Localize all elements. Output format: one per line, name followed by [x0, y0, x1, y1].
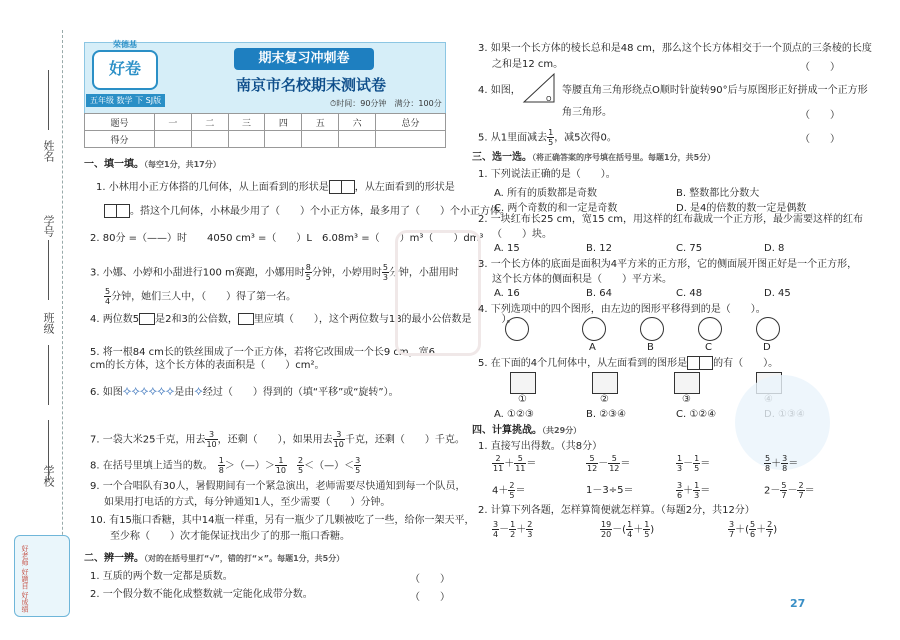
calc-3: $\frac{1}{3}$ － $\frac{1}{5}$ ＝: [677, 454, 711, 473]
binding-strip: [0, 0, 78, 640]
class-write-line[interactable]: [48, 345, 49, 405]
mascot-caption: 好老师 好题目 好成绩: [21, 545, 29, 613]
calc-1: $\frac{2}{11}$ ＋ $\frac{5}{11}$ ＝: [493, 454, 537, 473]
s3-q2-opt-b[interactable]: B. 12: [586, 243, 612, 254]
butterfly-row-icon: ⟡⟡⟡⟡⟡⟡: [122, 384, 175, 399]
s2-q4-line2: 角三角形。: [562, 107, 612, 118]
s2-q2-answer[interactable]: （ ）: [410, 592, 450, 603]
s2-q1-answer[interactable]: （ ）: [410, 574, 450, 585]
s3-q2-line1: 2. 一块红布长25 cm，宽15 cm，用这样的红布裁成一个正方形，最少需要这样的红布: [478, 214, 864, 225]
time-info: ⏱时间：90分钟 满分：100分: [330, 99, 442, 108]
brand-logo-text: 好卷: [108, 59, 141, 78]
section-3-title: 三、选一选。（将正确答案的序号填在括号里。每题1分，共5分）: [472, 152, 716, 163]
s3-q4-opt-b: B: [647, 342, 654, 353]
score-table: [84, 113, 446, 148]
s3-q3-line1: 3. 一个长方体的底面是面积为4平方米的正方形，它的侧面展开图正好是一个正方形，: [478, 259, 858, 270]
s3-q3-opt-c[interactable]: C. 48: [676, 288, 703, 299]
brand-small: 荣德基: [113, 40, 137, 49]
score-cell-4: 四: [265, 114, 302, 131]
s3-q5-opt-c[interactable]: C. ①②④: [676, 409, 717, 420]
s2-q3-line1: 3. 如果一个长方体的棱长总和是48 cm，那么这个长方体相交于一个顶点的三条棱的长度: [478, 43, 872, 54]
q3-line1: 3. 小娜、小婷和小甜进行100 m赛跑，小娜用时 $\frac{8}{5}$ 分钟，小婷用时 $\frac{5}{3}$ 分钟，小甜用时: [90, 263, 459, 282]
s4-q1: 1. 直接写出得数。（共8分）: [478, 441, 603, 452]
q8: 8. 在括号里填上适当的数。 $\frac{1}{8}$ ＞（—）＞ $\frac{1}{10}$ $\frac{2}{5}$ ＜（—）＜ $\frac{3}{5}$: [90, 456, 361, 475]
s3-q3-line2: 这个长方体的侧面积是（ ）平方米。: [492, 274, 672, 285]
score-input-1[interactable]: [154, 131, 191, 148]
s3-q1-opt-b[interactable]: B. 整数都比分数大: [676, 188, 760, 199]
s3-q5: 5. 在下面的4个几何体中，从左面看到的图形是 的有（ ）。: [478, 358, 779, 369]
s4-q2: 2. 计算下列各题，怎样算简便就怎样算。（每题2分，共12分）: [478, 505, 755, 516]
s3-q2-opt-d[interactable]: D. 8: [764, 243, 785, 254]
section-2-title: 二、辨一辨。（对的在括号里打“√”，错的打“×”。每题1分，共5分）: [84, 553, 345, 564]
calc-7: $\frac{3}{6}$ ＋ $\frac{1}{3}$ ＝: [677, 481, 711, 500]
face-option-c-icon[interactable]: [698, 317, 722, 341]
binding-dashed-line: [62, 30, 63, 610]
s3-q1-opt-d[interactable]: D. 是4的倍数的数一定是偶数: [676, 203, 807, 214]
s3-q4-opt-c: C: [705, 342, 712, 353]
calc-2: $\frac{5}{12}$ － $\frac{5}{12}$ ＝: [587, 454, 631, 473]
s3-q5-opt-b[interactable]: B. ②③④: [586, 409, 627, 420]
score-input-2[interactable]: [191, 131, 228, 148]
q1-line2: 。搭这个几何体，小林最少用了（ ）个小正方体，最多用了（ ）个小正方体。: [104, 204, 510, 218]
s2-q4-line1: 等腰直角三角形绕点O顺时针旋转90°后与原图形正好拼成一个正方形: [562, 85, 868, 96]
score-row: [85, 131, 446, 148]
left-view-shape-icon: [687, 356, 713, 370]
s3-q4-opt-a: A: [589, 342, 596, 353]
s2-q5: 5. 从1里面减去 $\frac{1}{5}$ ，减5次得0。: [478, 128, 617, 147]
s3-q4: 4. 下列选项中的四个图形，由左边的图形平移得到的是（ ）。: [478, 304, 766, 315]
section-1-title: 一、填一填。（每空1分，共17分）: [84, 159, 221, 170]
solid-2-label: ②: [600, 394, 609, 405]
face-option-a-icon[interactable]: [582, 317, 606, 341]
q7: 7. 一袋大米25千克，用去 $\frac{3}{10}$ ，还剩（ ），如果用去 $\frac{3}{10}$ 千克，还剩（ ）千克。: [90, 430, 465, 449]
s3-q2-opt-c[interactable]: C. 75: [676, 243, 703, 254]
calc-8: 2－ $\frac{5}{7}$ － $\frac{2}{7}$ ＝: [764, 481, 815, 500]
score-input-4[interactable]: [265, 131, 302, 148]
s3-q2-opt-a[interactable]: A. 15: [494, 243, 520, 254]
score-cell-3: 三: [228, 114, 265, 131]
q1-line1: 1. 小林用小正方体搭的几何体，从上面看到的形状是 ，从左面看到的形状是: [96, 182, 455, 193]
page-number: 27: [790, 597, 806, 610]
s3-q3-opt-d[interactable]: D. 45: [764, 288, 791, 299]
s3-q5-opt-a[interactable]: A. ①②③: [494, 409, 534, 420]
binding-label-class: 班级: [42, 312, 55, 334]
score-cell-5: 五: [302, 114, 339, 131]
q6-line1: 6. 如图⟡⟡⟡⟡⟡⟡是由⟡经过（ ）得到的（填“平移”或“旋转”）。: [90, 384, 399, 399]
left-view-shape-icon: [104, 204, 130, 218]
brand-logo: [92, 40, 158, 90]
q9-line2: 如果用打电话的方式，每分钟通知1人，至少需要（ ）分钟。: [104, 497, 391, 508]
top-view-shape-icon: [329, 180, 355, 194]
digit-box[interactable]: [139, 313, 155, 325]
q3-line2: $\frac{5}{4}$ 分钟，她们三人中，（ ）得了第一名。: [105, 287, 297, 306]
name-write-line[interactable]: [48, 70, 49, 130]
badge-final-review: 期末复习冲刺卷: [234, 48, 374, 70]
score-cell-2: 二: [191, 114, 228, 131]
s2-q3-line2: 之和是12 cm。: [492, 59, 564, 70]
solid-1-icon: [510, 372, 536, 394]
score-header-row: [85, 114, 446, 131]
binding-label-name: 姓名: [42, 140, 55, 162]
score-cell-label: 题号: [85, 114, 155, 131]
score-cell-1: 一: [154, 114, 191, 131]
grade-tag: 五年级 数学 下 SJ版: [86, 94, 165, 107]
right-triangle-icon: [520, 72, 560, 104]
solid-2-icon: [592, 372, 618, 394]
s3-q1: 1. 下列说法正确的是（ ）。: [478, 169, 616, 180]
s3-q3-opt-a[interactable]: A. 16: [494, 288, 520, 299]
s2-q4-answer[interactable]: （ ）: [800, 110, 840, 121]
s3-q4-opt-d: D: [763, 342, 771, 353]
score-input-6[interactable]: [339, 131, 376, 148]
q9-line1: 9. 一个合唱队有30人，暑假期间有一个紧急演出，老师需要尽快通知到每一个队员，: [90, 481, 466, 492]
solid-1-label: ①: [518, 394, 527, 405]
q2: 2. 80分 =（——）时 4050 cm³ =（ ）L 6.08m³ =（ ）m³（ ）dm³: [90, 233, 484, 244]
school-write-line[interactable]: [48, 420, 49, 480]
s3-q1-opt-c[interactable]: C. 两个奇数的和一定是奇数: [494, 203, 618, 214]
face-option-b-icon[interactable]: [640, 317, 664, 341]
calc-9: $\frac{3}{4}$ － $\frac{1}{2}$ ＋ $\frac{2}{3}$: [493, 520, 533, 539]
s2-q3-answer[interactable]: （ ）: [800, 62, 840, 73]
s3-q3-opt-b[interactable]: B. 64: [586, 288, 612, 299]
id-write-line[interactable]: [48, 240, 49, 300]
solid-3-icon: [674, 372, 700, 394]
score-input-total[interactable]: [376, 131, 446, 148]
s2-q4-label: 4. 如图，: [478, 85, 521, 96]
calc-10: $\frac{19}{20}$ －( $\frac{1}{4}$ ＋ $\frac{1}{5}$ ): [601, 520, 655, 539]
watermark-logo: [395, 230, 481, 356]
q5: 5. 将一根84 cm长的铁丝围成了一个正方体，若将它改围成一个长9 cm，宽6 cm的长方体，这个长方体的表面积是（ ）cm²。: [90, 347, 436, 371]
page-title: 南京市名校期末测试卷: [235, 76, 386, 94]
score-cell-6: 六: [339, 114, 376, 131]
butterfly-icon: ⟡: [194, 384, 203, 399]
s2-q1: 1. 互质的两个数一定都是质数。: [90, 571, 233, 582]
s3-q1-opt-a[interactable]: A. 所有的质数都是奇数: [494, 188, 598, 199]
binding-label-school: 学校: [42, 465, 55, 487]
s2-q5-answer[interactable]: （ ）: [800, 134, 840, 145]
calc-4: $\frac{5}{8}$ ＋ $\frac{3}{8}$ ＝: [765, 454, 799, 473]
solid-3-label: ③: [682, 394, 691, 405]
calc-5: 4＋ $\frac{2}{5}$ ＝: [492, 481, 526, 500]
calc-11: $\frac{3}{7}$ ＋( $\frac{5}{6}$ ＋ $\frac{2}{7}$ ): [729, 520, 778, 539]
q10-line2: 至少称（ ）次才能保证找出少了的那一瓶口香糖。: [110, 531, 350, 542]
face-option-d-icon[interactable]: [756, 317, 780, 341]
score-row-label: 得分: [85, 131, 155, 148]
smiley-face-icon: [505, 317, 529, 341]
score-cell-total: 总分: [376, 114, 446, 131]
score-input-5[interactable]: [302, 131, 339, 148]
digit-box-ref: [238, 313, 254, 325]
s3-q2-line2: （ ）块。: [492, 229, 552, 240]
svg-text:O: O: [546, 95, 552, 103]
q10-line1: 10. 有15瓶口香糖，其中14瓶一样重，另有一瓶少了几颗被吃了一些，给你一架天平，: [90, 515, 475, 526]
section-4-title: 四、计算挑战。（共29分）: [472, 425, 582, 436]
score-input-3[interactable]: [228, 131, 265, 148]
binding-label-id: 学号: [42, 215, 55, 237]
calc-6: 1－3÷5＝: [586, 485, 634, 496]
s2-q2: 2. 一个假分数不能化成整数就一定能化成带分数。: [90, 589, 313, 600]
q4-line1: 4. 两位数5 是2和3的公倍数， 里应填（ ），这个两位数与18的最小公倍数是（ ）。: [90, 314, 517, 325]
